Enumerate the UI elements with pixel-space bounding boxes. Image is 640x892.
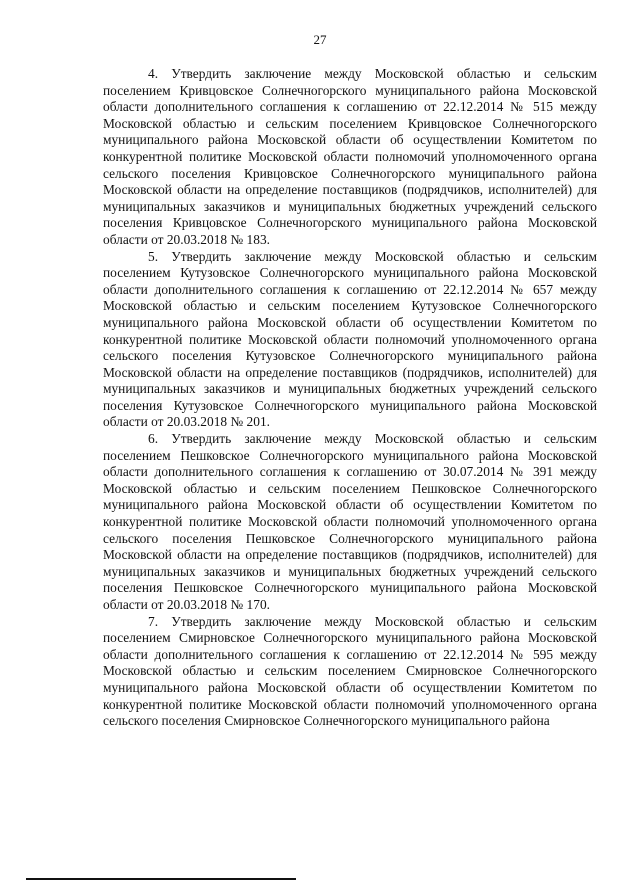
paragraph-4: 4. Утвердить заключение между Московской областью и сельским поселением Кривцовское Солнечногорского муниципального района Московской области дополнительного соглашения к соглашению от 22.12.2014 № 515 между Московской областью и сельским поселением Кривцовское Солнечногорского муниципального района Московской области об осуществлении Комитетом по конкурентной политике Московской области полномочий уполномоченного органа сельского поселения Кривцовское Солнечногорского муниципального района Московской области на определение поставщиков (подрядчиков, исполнителей) для муниципальных заказчиков и муниципальных бюджетных учреждений сельского поселения Кривцовское Солнечногорского муниципального района Московской области от 20.03.2018 № 183. xyxy=(103,66,597,247)
paragraph-6: 6. Утвердить заключение между Московской областью и сельским поселением Пешковское Солнечногорского муниципального района Московской области дополнительного соглашения к соглашению от 30.07.2014 № 391 между Московской областью и сельским поселением Пешковское Солнечногорского муниципального района Московской области об осуществлении Комитетом по конкурентной политике Московской области полномочий уполномоченного органа сельского поселения Пешковское Солнечногорского муниципального района Московской области на определение поставщиков (подрядчиков, исполнителей) для муниципальных заказчиков и муниципальных бюджетных учреждений сельского поселения Пешковское Солнечногорского муниципального района Московской области от 20.03.2018 № 170. xyxy=(103,431,597,612)
page-number: 27 xyxy=(313,32,327,47)
footer-divider xyxy=(26,878,296,880)
document-body xyxy=(103,66,597,730)
paragraph-5: 5. Утвердить заключение между Московской областью и сельским поселением Кутузовское Солнечногорского муниципального района Московской области дополнительного соглашения к соглашению от 22.12.2014 № 657 между Московской областью и сельским поселением Кутузовское Солнечногорского муниципального района Московской области об осуществлении Комитетом по конкурентной политике Московской области полномочий уполномоченного органа сельского поселения Кутузовское Солнечногорского муниципального района Московской области на определение поставщиков (подрядчиков, исполнителей) для муниципальных заказчиков и муниципальных бюджетных учреждений сельского поселения Кутузовское Солнечногорского муниципального района Московской области от 20.03.2018 № 201. xyxy=(103,248,597,430)
paragraph-7: 7. Утвердить заключение между Московской областью и сельским поселением Смирновское Солнечногорского муниципального района Московской области дополнительного соглашения к соглашению от 22.12.2014 № 595 между Московской областью и сельским поселением Смирновское Солнечногорского муниципального района Московской области об осуществлении Комитетом по конкурентной политике Московской области полномочий уполномоченного органа сельского поселения Смирновское Солнечногорского муниципального района xyxy=(103,613,597,729)
